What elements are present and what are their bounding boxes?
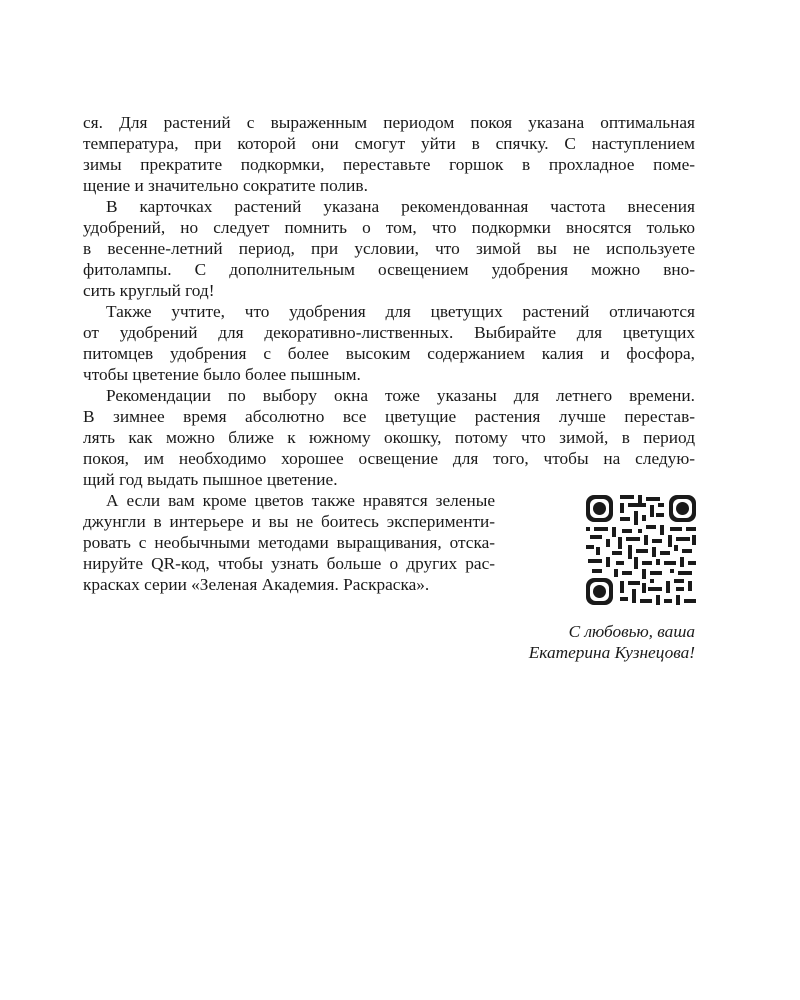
text-line: ровать с необычными методами выращивания, отска-	[83, 533, 495, 552]
text-line: в весенне-летний период, при условии, что зимой вы не используете	[83, 239, 695, 258]
text-line: питомцев удобрения с более высоким содержанием калия и фосфора,	[83, 344, 695, 363]
text-line: лять как можно ближе к южному окошку, потому что зимой, в период	[83, 428, 695, 447]
text-line: сить круглый год!	[83, 281, 215, 300]
text-line: ся. Для растений с выраженным периодом покоя указана оптимальная	[83, 113, 695, 132]
text-line: фитолампы. С дополнительным освещением удобрения можно вно-	[83, 260, 695, 279]
signature-line: С любовью, ваша	[568, 622, 695, 641]
text-line: В карточках растений указана рекомендованная частота внесения	[106, 197, 695, 216]
text-line: джунгли в интерьере и вы не боитесь эксперименти-	[83, 512, 495, 531]
paragraph	[83, 196, 695, 301]
text-line: щение и значительно сократите полив.	[83, 176, 368, 195]
text-line: температура, при которой они смогут уйти в спячку. С наступлением	[83, 134, 695, 153]
text-line: удобрений, но следует помнить о том, что подкормки вносятся только	[83, 218, 695, 237]
text-line: щий год выдать пышное цветение.	[83, 470, 338, 489]
paragraph	[83, 112, 695, 196]
page-content	[83, 112, 695, 663]
text-line: от удобрений для декоративно-лиственных. Выбирайте для цветущих	[83, 323, 695, 342]
text-line: чтобы цветение было более пышным.	[83, 365, 361, 384]
signature	[83, 621, 695, 663]
paragraph	[83, 301, 695, 385]
text-line: покоя, им необходимо хорошее освещение для того, чтобы на следую-	[83, 449, 695, 468]
text-line: А если вам кроме цветов также нравятся зеленые	[106, 491, 495, 510]
text-line: нируйте QR-код, чтобы узнать больше о других рас-	[83, 554, 495, 573]
text-line: зимы прекратите подкормки, переставьте горшок в прохладное поме-	[83, 155, 695, 174]
signature-author: Екатерина Кузнецова!	[528, 643, 695, 662]
text-line: Также учтите, что удобрения для цветущих растений отличаются	[106, 302, 695, 321]
text-line: Рекомендации по выбору окна тоже указаны для летнего времени.	[106, 386, 695, 405]
text-line: красках серии «Зеленая Академия. Раскраска».	[83, 575, 430, 594]
paragraph	[83, 385, 695, 490]
qr-code-icon[interactable]	[586, 495, 696, 605]
text-line: В зимнее время абсолютно все цветущие растения лучше перестав-	[83, 407, 695, 426]
qr-paragraph	[83, 490, 695, 595]
